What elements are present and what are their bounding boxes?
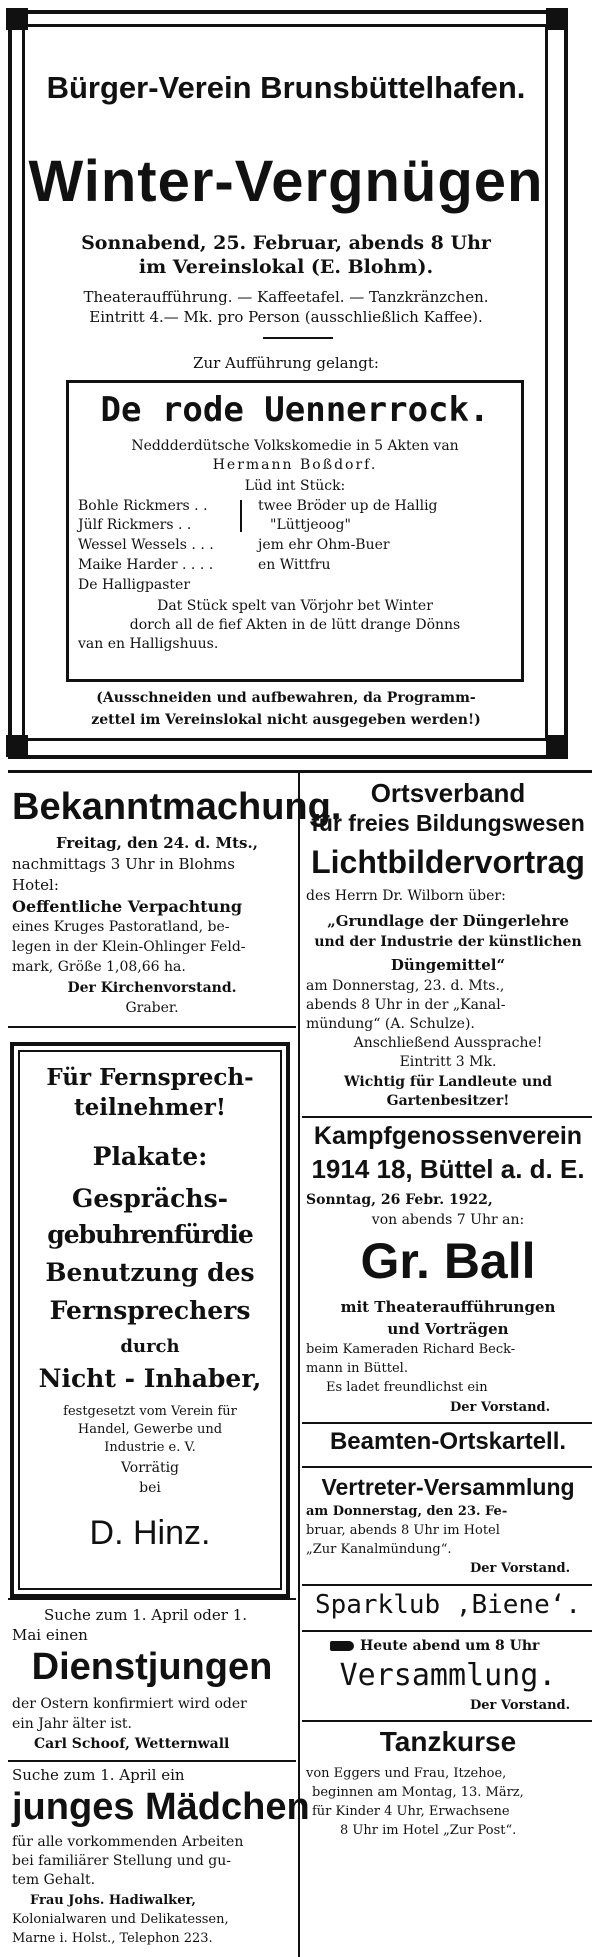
horizontal-rule	[8, 1760, 296, 1762]
sparklub-title2: Versammlung.	[339, 1658, 557, 1693]
cast-name: Bohle Rickmers . .	[78, 498, 208, 514]
bek-line: Freitag, den 24. d. Mts.,	[56, 834, 258, 852]
bek-line: nachmittags 3 Uhr in Blohms	[12, 855, 235, 873]
top-ad-title: Winter-Vergnügen	[28, 149, 544, 214]
tanz-line1: von Eggers und Frau, Itzehoe,	[306, 1766, 507, 1781]
top-ad	[8, 10, 564, 755]
top-ad-program-line2: Eintritt 4.— Mk. pro Person (ausschließlich Kaffee).	[89, 308, 483, 326]
corner-tl	[6, 8, 28, 30]
beamten-line1: am Donnerstag, den 23. Fe-	[306, 1504, 508, 1519]
maedchen-sign3: Marne i. Holst., Telephon 223.	[12, 1931, 213, 1946]
top-ad-date-line2: im Vereinslokal (E. Blohm).	[138, 256, 434, 278]
fernsprech-line: durch	[120, 1336, 180, 1357]
top-ad-note2: zettel im Vereinslokal nicht ausgegeben werden!)	[91, 712, 481, 728]
kampf-title1: Kampfgenossenverein	[313, 1122, 583, 1150]
tanz-line2: beginnen am Montag, 13. März,	[312, 1785, 524, 1800]
maedchen-body2: bei familiärer Stellung und gu-	[12, 1853, 231, 1869]
cast-brace	[240, 500, 248, 532]
beamten-title: Beamten-Ortskartell.	[329, 1428, 567, 1455]
play-subtitle2: Hermann Boßdorf.	[212, 457, 378, 473]
ortsverband-title3: Lichtbildervortrag	[311, 844, 585, 880]
top-ad-performance-intro: Zur Aufführung gelangt:	[193, 354, 379, 372]
fernsprech-line: D. Hinz.	[89, 1514, 211, 1552]
bek-line: Hotel:	[12, 876, 59, 894]
horizontal-rule	[302, 1466, 592, 1468]
ortsverband-date2: abends 8 Uhr in der „Kanal-	[306, 997, 506, 1013]
tanz-line3: für Kinder 4 Uhr, Erwachsene	[312, 1804, 510, 1819]
kampf-body5: Es ladet freundlichst ein	[326, 1380, 488, 1395]
horizontal-rule	[302, 1720, 592, 1722]
maedchen-body3: tem Gehalt.	[12, 1872, 96, 1888]
play-title: De rode Uennerrock.	[100, 390, 490, 430]
fernsprech-line: gebuhrenfürdie	[47, 1220, 253, 1249]
bek-line: legen in der Klein-Ohlinger Feld-	[12, 939, 246, 955]
ortsverband-title1: Ortsverband	[370, 778, 526, 808]
ortsverband-speaker: des Herrn Dr. Wilborn über:	[306, 888, 506, 904]
ortsverband-topic2: und der Industrie der künstlichen	[314, 934, 582, 950]
cast-role: "Lüttjeoog"	[270, 517, 351, 533]
play-summary1: Dat Stück spelt van Vörjohr bet Winter	[157, 598, 433, 614]
fernsprech-line: Handel, Gewerbe und	[77, 1422, 223, 1437]
maedchen-intro: Suche zum 1. April ein	[12, 1766, 185, 1784]
dienst-title: Dienstjungen	[31, 1646, 273, 1688]
beamten-sign: Der Vorstand.	[470, 1561, 571, 1576]
dienst-body2: ein Jahr älter ist.	[12, 1716, 132, 1732]
bek-line: eines Kruges Pastoratland, be-	[12, 919, 230, 935]
beamten-line3: „Zur Kanalmündung“.	[306, 1542, 452, 1557]
ortsverband-topic1: „Grundlage der Düngerlehre	[327, 912, 569, 930]
corner-bl	[6, 735, 28, 757]
sparklub-title: Sparklub ‚Biene‘.	[314, 1590, 582, 1620]
top-ad-date-line1: Sonnabend, 25. Februar, abends 8 Uhr	[81, 232, 491, 254]
ortsverband-topic3: Düngemittel“	[390, 956, 506, 974]
cast-heading: Lüd int Stück:	[244, 478, 346, 494]
ortsverband-date1: am Donnerstag, 23. d. Mts.,	[306, 978, 505, 994]
horizontal-rule	[302, 1422, 592, 1424]
bekanntmachung-title: Bekanntmachung.	[12, 786, 342, 828]
fernsprech-line: Benutzung des	[45, 1258, 255, 1287]
maedchen-title: junges Mädchen	[12, 1786, 310, 1828]
ortsverband-note1: Wichtig für Landleute und	[343, 1074, 553, 1090]
cast-role: jem ehr Ohm-Buer	[258, 537, 390, 553]
cast-role: en Wittfru	[258, 557, 331, 573]
maedchen-body1: für alle vorkommenden Arbeiten	[12, 1834, 244, 1850]
play-subtitle1: Neddderdütsche Volkskomedie in 5 Akten van	[131, 438, 459, 454]
top-ad-note1: (Ausschneiden und aufbewahren, da Programm-	[96, 690, 476, 706]
beamten-line2: bruar, abends 8 Uhr im Hotel	[306, 1523, 500, 1538]
fernsprech-line: festgesetzt vom Verein für	[63, 1404, 237, 1419]
fernsprech-line: Fernsprechers	[49, 1296, 251, 1325]
kampf-date1: Sonntag, 26 Febr. 1922,	[306, 1192, 493, 1208]
bek-line: mark, Größe 1,08,66 ha.	[12, 959, 186, 975]
maedchen-sign1: Frau Johs. Hadiwalker,	[30, 1893, 196, 1908]
dienst-sign: Carl Schoof, Wetternwall	[34, 1736, 230, 1752]
play-summary3: van en Halligshuus.	[78, 636, 219, 652]
horizontal-rule	[8, 1026, 296, 1028]
cast-name: Jülf Rickmers . .	[78, 517, 192, 533]
kampf-body1: mit Theateraufführungen	[340, 1298, 556, 1316]
column-rule	[298, 773, 300, 1957]
cast-name: Maike Harder . . . .	[78, 557, 214, 573]
bek-line: Oeffentliche Verpachtung	[12, 897, 243, 916]
kampf-ball: Gr. Ball	[360, 1233, 536, 1289]
divider	[263, 337, 333, 339]
horizontal-rule	[302, 1630, 592, 1632]
ortsverband-entry: Eintritt 3 Mk.	[399, 1054, 497, 1070]
bek-line: Der Kirchenvorstand.	[67, 980, 237, 996]
fernsprech-line: Plakate:	[92, 1142, 208, 1171]
tanz-title: Tanzkurse	[379, 1726, 517, 1757]
sparklub-sign: Der Vorstand.	[470, 1698, 571, 1713]
kampf-sign: Der Vorstand.	[450, 1400, 551, 1415]
cast-name: Wessel Wessels . . .	[78, 537, 214, 553]
top-ad-program-line1: Theateraufführung. — Kaffeetafel. — Tanzkränzchen.	[83, 288, 489, 306]
ortsverband-date3: mündung“ (A. Schulze).	[306, 1016, 475, 1032]
fernsprech-line: Nicht - Inhaber,	[38, 1364, 262, 1393]
horizontal-rule	[8, 1598, 296, 1600]
pointing-hand-icon	[330, 1641, 354, 1651]
fernsprech-line: Vorrätig	[120, 1460, 180, 1476]
horizontal-rule	[302, 1116, 592, 1118]
kampf-date2: von abends 7 Uhr an:	[371, 1212, 525, 1228]
dienst-body1: der Ostern konfirmiert wird oder	[12, 1696, 247, 1712]
horizontal-rule	[8, 770, 592, 773]
tanz-line4: 8 Uhr im Hotel „Zur Post“.	[340, 1823, 517, 1838]
fernsprech-line: Industrie e. V.	[104, 1440, 196, 1455]
ortsverband-note2: Gartenbesitzer!	[386, 1093, 510, 1109]
corner-tr	[546, 8, 568, 30]
fernsprech-line: teilnehmer!	[74, 1094, 226, 1121]
bek-line: Graber.	[125, 1000, 179, 1016]
cast-name: De Halligpaster	[78, 577, 191, 593]
kampf-body2: und Vorträgen	[387, 1320, 509, 1338]
dienst-intro2: Mai einen	[12, 1626, 88, 1644]
ortsverband-title2: für freies Bildungswesen	[311, 810, 585, 836]
beamten-sub: Vertreter-Versammlung	[321, 1474, 575, 1500]
maedchen-sign2: Kolonialwaren und Delikatessen,	[12, 1912, 229, 1927]
play-summary2: dorch all de fief Akten in de lütt drange Dönns	[129, 617, 461, 633]
cast-role: twee Bröder up de Hallig	[258, 498, 438, 514]
corner-br	[546, 735, 568, 757]
top-ad-org: Bürger-Verein Brunsbüttelhafen.	[46, 70, 526, 105]
fernsprech-line: Gesprächs-	[71, 1184, 229, 1213]
kampf-body4: mann in Büttel.	[306, 1361, 408, 1376]
fernsprech-line: bei	[139, 1480, 161, 1496]
fernsprech-line: Für Fernsprech-	[46, 1064, 254, 1091]
horizontal-rule	[302, 1584, 592, 1586]
kampf-body3: beim Kameraden Richard Beck-	[306, 1342, 516, 1357]
sparklub-line1: Heute abend um 8 Uhr	[360, 1638, 540, 1654]
dienst-intro1: Suche zum 1. April oder 1.	[44, 1606, 248, 1624]
ortsverband-after: Anschließend Aussprache!	[353, 1035, 543, 1051]
kampf-title2: 1914 18, Büttel a. d. E.	[311, 1154, 585, 1184]
